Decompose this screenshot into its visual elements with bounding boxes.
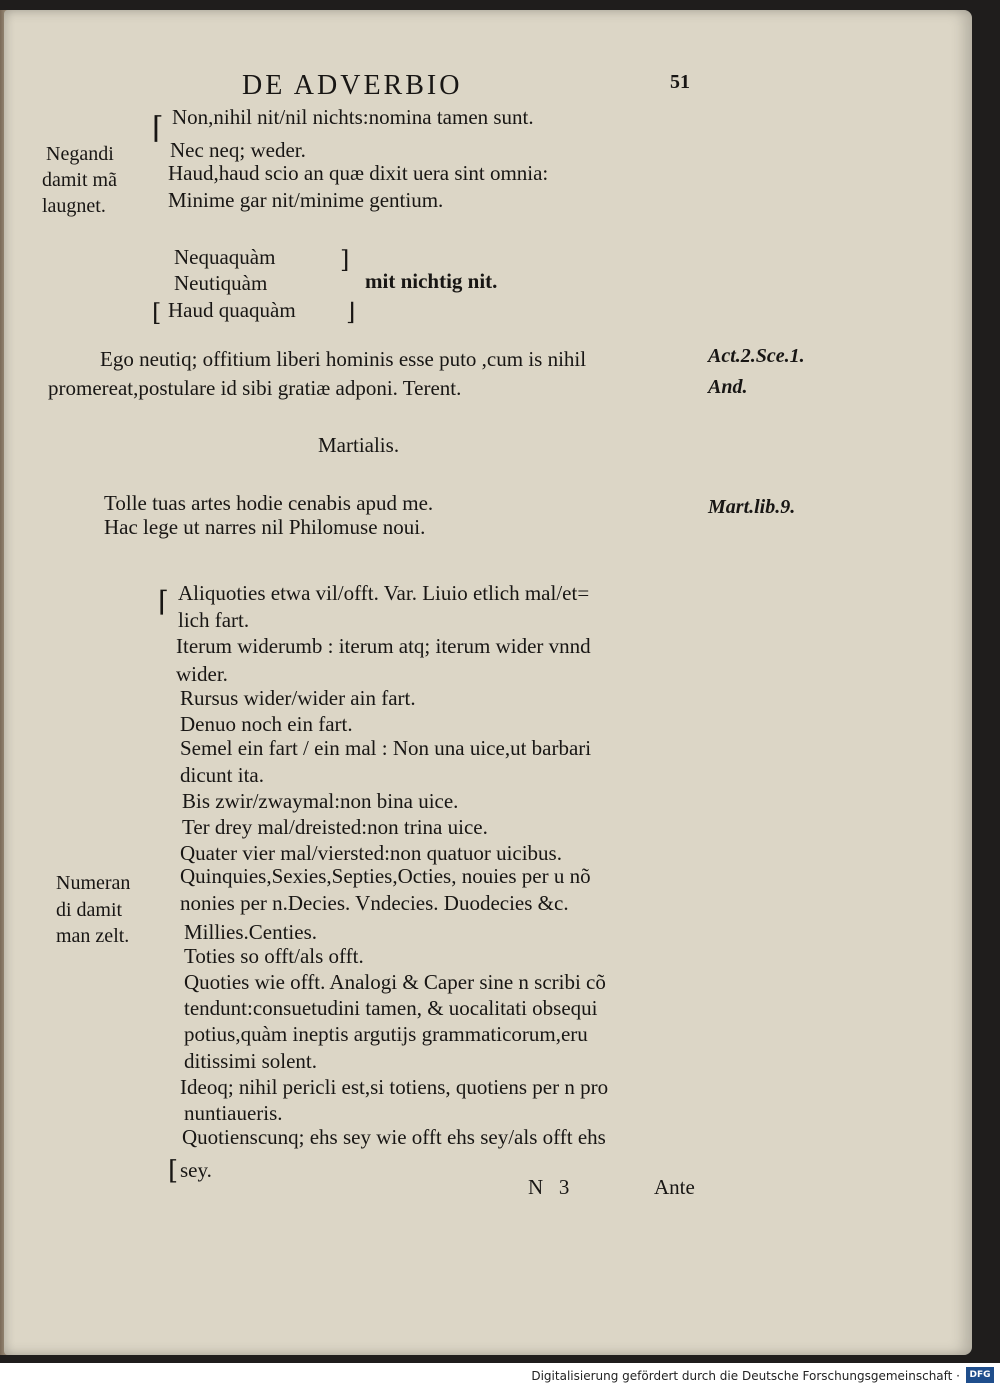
text-line: sey.: [180, 1158, 212, 1182]
text-line: Haud quaquàm: [168, 298, 296, 322]
text-line: Hac lege ut narres nil Philomuse noui.: [104, 515, 426, 539]
text-line: Nec neq; weder.: [170, 138, 306, 162]
book-page: [4, 10, 972, 1355]
text-line: Ter drey mal/dreisted:non trina uice.: [182, 815, 488, 839]
bracket-open: ⌈: [152, 111, 164, 146]
text-line: promereat,postulare id sibi gratiæ adponi. Terent.: [48, 376, 462, 400]
text-line: Bis zwir/zwaymal:non bina uice.: [182, 789, 459, 813]
margin-note: damit mã: [42, 169, 117, 191]
margin-note: Mart.lib.9.: [708, 496, 796, 518]
text-line: Nequaquàm: [174, 245, 276, 269]
text-line: Quinquies,Sexies,Septies,Octies, nouies per u nõ: [180, 864, 591, 888]
margin-note: And.: [708, 376, 748, 398]
margin-note: laugnet.: [42, 195, 106, 217]
text-line: Minime gar nit/minime gentium.: [168, 188, 444, 212]
section-heading: Martialis.: [318, 433, 400, 457]
text-line: Tolle tuas artes hodie cenabis apud me.: [104, 491, 434, 515]
text-line: dicunt ita.: [180, 763, 264, 787]
text-line: nonies per n.Decies. Vndecies. Duodecies &c.: [180, 891, 569, 915]
margin-note: Negandi: [46, 143, 114, 165]
text-line: ditissimi solent.: [184, 1049, 318, 1073]
text-line: Ideoq; nihil pericli est,si totiens, quotiens per n pro: [180, 1075, 609, 1099]
text-line: Iterum widerumb : iterum atq; iterum wider vnnd: [176, 634, 591, 658]
catchword: Ante: [654, 1175, 695, 1199]
text-line: Quater vier mal/viersted:non quatuor uicibus.: [180, 841, 562, 865]
running-head: DE ADVERBIO: [242, 70, 463, 101]
margin-note: di damit: [56, 899, 123, 921]
text-line: lich fart.: [178, 608, 250, 632]
text-line: Toties so offt/als offt.: [184, 944, 364, 968]
text-line: Non,nihil nit/nil nichts:nomina tamen sunt.: [172, 105, 534, 129]
text-line: Quoties wie offt. Analogi & Caper sine n scribi cõ: [184, 970, 606, 994]
signature-mark: N 3: [528, 1175, 570, 1199]
text-line: wider.: [176, 662, 228, 686]
text-line: potius,quàm ineptis argutijs grammaticorum,eru: [184, 1022, 588, 1046]
bracket-close: [: [168, 1156, 179, 1186]
text-line: Millies.Centies.: [184, 920, 317, 944]
text-line: tendunt:consuetudini tamen, & uocalitati obsequi: [184, 996, 598, 1020]
margin-note: Numeran: [56, 872, 131, 894]
text-line: Neutiquàm: [174, 271, 268, 295]
margin-note: man zelt.: [56, 925, 130, 947]
funding-note: Digitalisierung gefördert durch die Deutsche Forschungsgemeinschaft ·: [531, 1369, 960, 1383]
text-line: mit nichtig nit.: [365, 269, 498, 293]
margin-note: Act.2.Sce.1.: [708, 345, 805, 367]
footer-bar: [0, 1363, 1000, 1389]
bracket-close: ⌋: [346, 298, 356, 326]
page-number: 51: [670, 71, 690, 93]
text-line: Aliquoties etwa vil/offt. Var. Liuio etlich mal/et=: [178, 581, 590, 605]
text-line: Denuo noch ein fart.: [180, 712, 353, 736]
bracket-close: ]: [340, 246, 350, 274]
bracket-open: [: [152, 299, 162, 327]
text-line: Haud,haud scio an quæ dixit uera sint omnia:: [168, 161, 549, 185]
text-line: Quotienscunq; ehs sey wie offt ehs sey/als offt ehs: [182, 1125, 606, 1149]
text-line: Semel ein fart / ein mal : Non una uice,ut barbari: [180, 736, 592, 760]
dfg-logo: DFG: [966, 1367, 994, 1383]
text-line: Rursus wider/wider ain fart.: [180, 686, 416, 710]
bracket-open: ⌈: [158, 585, 169, 618]
text-line: nuntiaueris.: [184, 1101, 283, 1125]
text-line: Ego neutiq; offitium liberi hominis esse puto ,cum is nihil: [100, 347, 587, 371]
